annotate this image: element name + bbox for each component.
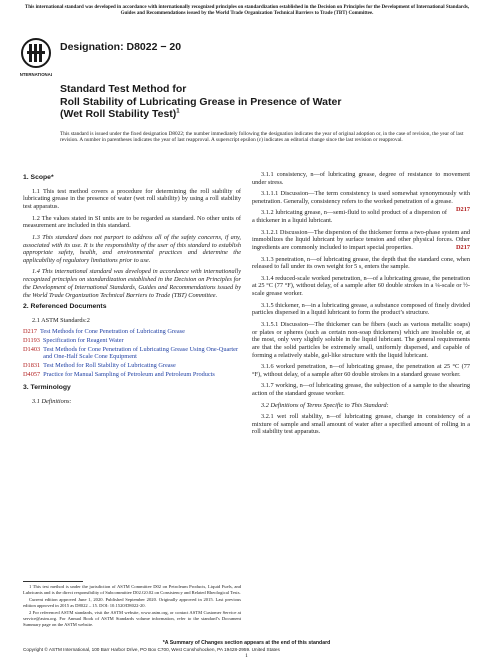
- definition-penetration: 3.1.3 penetration, n—of lubricating grease, the depth that the standard cone, when released to fall under its own weight for 5 s, enters the sample.: [252, 255, 470, 271]
- document-title: [60, 83, 460, 121]
- footnote-1-edition: Current edition approved June 1, 2020. Published September 2020. Originally approved in 2015. Last previous edition approved in 2015 as D8022 – 15. DOI: 10.1520/D8022-20.: [23, 597, 241, 608]
- title-line-2: Roll Stability of Lubricating Grease in Presence of Water: [60, 95, 342, 108]
- section-terminology-heading: 3. Terminology: [23, 384, 71, 392]
- right-column: [252, 171, 470, 440]
- definition-consistency: 3.1.1 consistency, n—of lubricating grease, degree of resistance to movement under stress.: [252, 171, 470, 186]
- definition-thickener: 3.1.5 thickener, n—in a lubricating grease, a substance composed of finely divided particles dispersed in a liquid lubricant to form the product’s structure.: [252, 301, 470, 317]
- reference-title[interactable]: Specification for Reagent Water: [42, 336, 124, 344]
- reference-item[interactable]: [23, 337, 241, 345]
- reference-title[interactable]: Practice for Manual Sampling of Petroleum and Petroleum Products: [43, 370, 215, 378]
- reference-item[interactable]: [23, 346, 241, 361]
- reference-list: [23, 328, 241, 378]
- reference-code[interactable]: D4057: [23, 370, 41, 378]
- footnote-divider: [23, 581, 83, 582]
- reference-code[interactable]: D1403: [23, 345, 41, 353]
- reference-code[interactable]: D217: [23, 328, 37, 336]
- ref-tag-d217[interactable]: D217: [456, 244, 470, 252]
- reference-item[interactable]: [23, 362, 241, 370]
- ref-tag-d217[interactable]: D217: [456, 205, 470, 213]
- summary-of-changes-note: *A Summary of Changes section appears at the end of this standard: [162, 640, 331, 646]
- footnote-1: 1 This test method is under the jurisdiction of ASTM Committee D02 on Petroleum Products, Liquid Fuels, and Lubricants and is the direct responsibility of Subcommittee D02.G0.02 on Consistency and Related Rheological Tests.: [23, 584, 241, 595]
- paragraph-1-2: 1.2 The values stated in SI units are to be regarded as standard. No other units of measurement are included in this standard.: [23, 214, 241, 230]
- definition-working: 3.1.7 working, n—of lubricating grease, the subjection of a sample to the shearing action of the standard grease worker.: [252, 382, 470, 398]
- reference-title[interactable]: Test Method for Roll Stability of Lubricating Grease: [43, 362, 176, 370]
- discussion-thickener: 3.1.5.1 Discussion—The thickener can be fibers (such as various metallic soaps) or plates or spheres (such as certain non-soap thickeners) which are insoluble or, at the most, only very slightly soluble in the liquid lubricant. The general requirements are that the solid particles be extremely small, uniformly dispersed, and capable of forming a relatively stable, gel-like structure with the liquid lubricant.: [252, 320, 470, 359]
- standard-issuance-note: This standard is issued under the fixed designation D8022; the number immediately following the designation indicates the year of original adoption or, in the case of revision, the year of last revision. A number in parentheses indicates the year of last reapproval. A superscript epsilon (ε) indicates an editorial change since the last revision or reapproval.: [60, 131, 464, 144]
- astm-logo-icon: [20, 36, 52, 82]
- reference-title[interactable]: Test Methods for Cone Penetration of Lubricating Grease: [40, 328, 185, 336]
- footnote-2: 2 For referenced ASTM standards, visit the ASTM website, www.astm.org, or contact ASTM Customer Service at service@astm.org. For Annual Book of ASTM Standards volume information, refer to the standard’s Document Summary page on the ASTM website.: [23, 610, 241, 627]
- reference-code[interactable]: D1831: [23, 362, 41, 370]
- title-line-3: (Wet Roll Stability Test)$^1$: [60, 108, 180, 120]
- footnotes: [23, 584, 241, 629]
- definition-worked-penetration: 3.1.6 worked penetration, n—of lubricating grease, the penetration at 25 °C (77 °F), without delay, of a sample after 60 double strokes in a standard grease worker.: [252, 363, 470, 378]
- reference-item[interactable]: [23, 328, 241, 336]
- definition-wet-roll-stability: 3.2.1 wet roll stability, n—of lubricating grease, change in consistency of a mixture of sample and small amount of water after a specified amount of rolling in a roll stability test apparatus.: [252, 413, 470, 436]
- designation: Designation: D8022 − 20: [60, 41, 182, 53]
- paragraph-1-3: 1.3 This standard does not purport to address all of the safety concerns, if any, associated with its use. It is the responsibility of the user of this standard to establish appropriate safety, health, and environmental practices and determine the applicability of regulatory limitations prior to use.: [23, 233, 241, 264]
- paragraph-1-4: 1.4 This international standard was developed in accordance with internationally recognized principles on standardization established in the Decision on Principles for the Development of International Standards, Guides and Recommendations issued by the World Trade Organization Technical Barriers to Trade (TBT) Committee.: [23, 268, 241, 299]
- paragraph-3-1: 3.1 Definitions:: [32, 398, 72, 406]
- definition-lubricating-grease: 3.1.2 lubricating grease, n—semi-fluid to solid product of a dispersion of a thickener in a liquid lubricant.: [252, 209, 447, 225]
- tbt-notice: This international standard was developed in accordance with internationally recognized principles on standardization established in the Decision on Principles for the Development of International Standards, Guides and Recommendations issued by the World Trade Organization Technical Barriers to Trade (TBT) Committee.: [24, 5, 470, 17]
- discussion-consistency: 3.1.1.1 Discussion—The term consistency is used somewhat synonymously with penetration. Generally, consistency refers to the worked penetration of a grease. D217: [252, 190, 470, 213]
- paragraph-2-1: 2.1 ASTM Standards:2: [32, 316, 90, 324]
- section-referenced-documents-heading: 2. Referenced Documents: [23, 303, 107, 311]
- reference-title[interactable]: Test Methods for Cone Penetration of Lubricating Grease Using One-Quarter and One-Half Scale Cone Equipment: [43, 345, 239, 361]
- reference-item[interactable]: [23, 371, 241, 379]
- section-scope-heading: 1. Scope*: [23, 174, 54, 181]
- discussion-lubricating-grease: 3.1.2.1 Discussion—The dispersion of the thickener forms a two-phase system and immobilizes the liquid lubricant by surface tension and other physical forces. Other ingredients are commonly included to impart special properties. D217: [252, 228, 470, 252]
- definition-reduced-scale-worked-penetration: 3.1.4 reduced-scale worked penetration, n—of a lubricating grease, the penetration at 25 °C (77 °F), without delay, of a sample after 60 double strokes in a ¼-scale or ½-scale grease worker.: [252, 274, 470, 298]
- title-footnote-mark: 1: [176, 108, 180, 115]
- paragraph-3-2: 3.2 Definitions of Terms Specific to This Standard:: [261, 401, 389, 409]
- logo-text: INTERNATIONAL: [20, 72, 52, 77]
- copyright: Copyright © ASTM International, 100 Barr Harbor Drive, PO Box C700, West Conshohocken, PA 19428-2959. United States: [23, 647, 280, 652]
- title-line-1: Standard Test Method for: [60, 83, 187, 95]
- page-number: 1: [245, 653, 248, 659]
- left-column: [23, 171, 241, 410]
- paragraph-1-1: 1.1 This test method covers a procedure for determining the roll stability of lubricating grease in the presence of water (wet roll stability) by using a roll stability test apparatus.: [23, 187, 241, 211]
- reference-code[interactable]: D1193: [23, 336, 40, 344]
